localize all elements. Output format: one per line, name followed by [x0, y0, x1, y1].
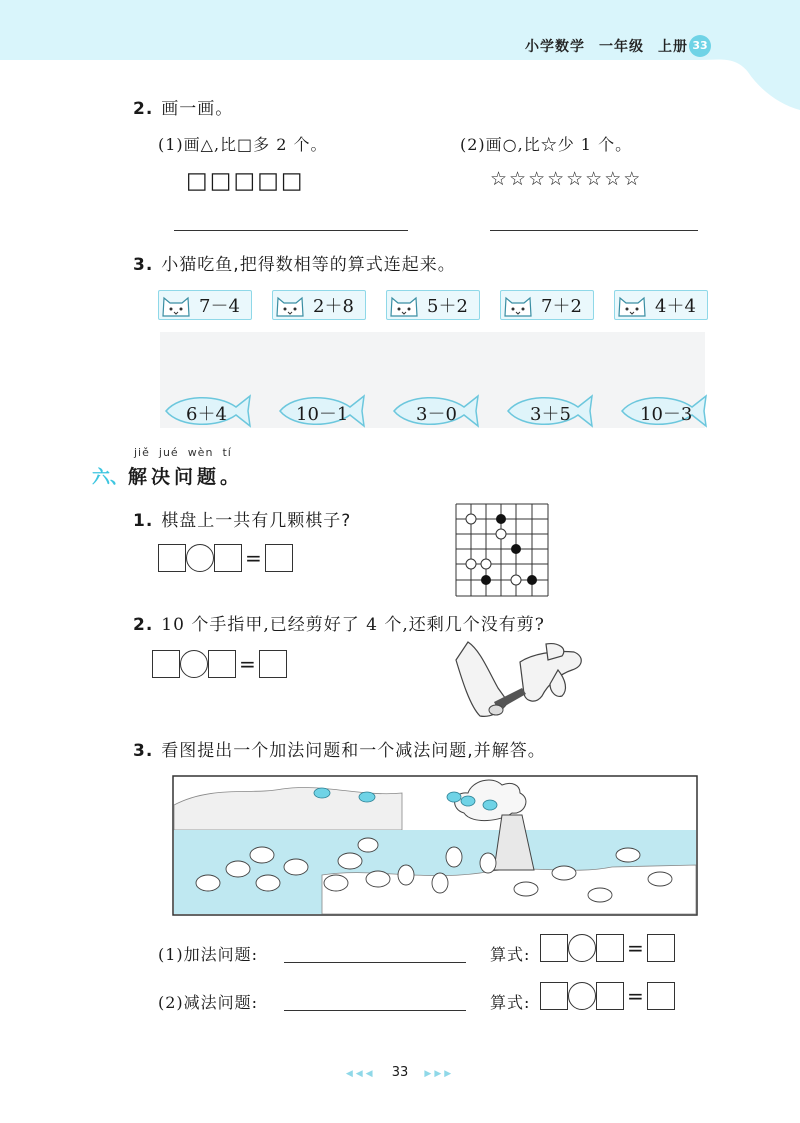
p1-title: 1. 棋盘上一共有几颗棋子? [133, 511, 352, 531]
answer-box[interactable] [265, 544, 293, 572]
q2-part2-label: (2)画○,比☆少 1 个。 [460, 135, 633, 154]
page-footer [0, 1065, 800, 1080]
q2-answer-line-1[interactable] [174, 230, 408, 231]
answer-box[interactable] [647, 934, 675, 962]
section-number: 六、 [92, 467, 128, 488]
cat-expr-5: 4＋4 [655, 296, 696, 317]
p3-add-formula-label: 算式: [490, 945, 531, 964]
hand-clipper-icon [450, 640, 590, 726]
q2-answer-line-2[interactable] [490, 230, 698, 231]
p3-sub-formula-boxes[interactable]: = [540, 982, 675, 1010]
section-pinyin: jiě jué wèn tí [134, 446, 232, 459]
cat-card-5[interactable] [614, 290, 708, 320]
operator-circle[interactable] [180, 650, 208, 678]
cat-expr-2: 2＋8 [313, 296, 354, 317]
q2-title: 2. 画一画。 [133, 99, 234, 119]
cat-card-2[interactable] [272, 290, 366, 320]
q2-stars: ☆☆☆☆☆☆☆☆ [490, 168, 643, 190]
p3-sub-label: (2)减法问题: [158, 993, 259, 1012]
header-title: 小学数学 一年级 上册 [525, 39, 688, 55]
answer-box[interactable] [152, 650, 180, 678]
answer-box[interactable] [540, 982, 568, 1010]
cat-face-icon [159, 291, 193, 319]
answer-box[interactable] [647, 982, 675, 1010]
cat-expr-3: 5＋2 [427, 296, 468, 317]
cat-face-icon [273, 291, 307, 319]
fish-expr-5[interactable]: 10－3 [640, 404, 693, 425]
page-badge: 33 [689, 35, 711, 57]
answer-box[interactable] [596, 934, 624, 962]
cat-face-icon [615, 291, 649, 319]
right-arrows-icon: ▶▶▶ [424, 1069, 455, 1079]
p3-sub-formula-label: 算式: [490, 993, 531, 1012]
answer-box[interactable] [259, 650, 287, 678]
answer-box[interactable] [158, 544, 186, 572]
q2-squares: □□□□□ [186, 168, 305, 194]
p3-add-formula-boxes[interactable]: = [540, 934, 675, 962]
p2-title: 2. 10 个手指甲,已经剪好了 4 个,还剩几个没有剪? [133, 615, 545, 635]
section-heading [92, 462, 243, 489]
operator-circle[interactable] [186, 544, 214, 572]
cat-face-icon [387, 291, 421, 319]
answer-box[interactable] [208, 650, 236, 678]
cat-card-1[interactable] [158, 290, 252, 320]
q2-part1-label: (1)画△,比□多 2 个。 [158, 135, 328, 154]
p1-answer-boxes[interactable]: = [158, 544, 293, 572]
answer-box[interactable] [596, 982, 624, 1010]
cat-card-4[interactable] [500, 290, 594, 320]
p3-sub-answer-line[interactable] [284, 1010, 466, 1011]
section-title: 解决问题。 [128, 466, 244, 488]
cat-expr-4: 7＋2 [541, 296, 582, 317]
p2-answer-boxes[interactable]: = [152, 650, 287, 678]
cat-card-3[interactable] [386, 290, 480, 320]
p3-title: 3. 看图提出一个加法问题和一个减法问题,并解答。 [133, 741, 546, 761]
cat-expr-1: 7－4 [199, 296, 240, 317]
q3-title: 3. 小猫吃鱼,把得数相等的算式连起来。 [133, 255, 456, 275]
page-number: 33 [391, 1065, 409, 1080]
fish-expr-3[interactable]: 3－0 [416, 404, 457, 425]
answer-box[interactable] [540, 934, 568, 962]
operator-circle[interactable] [568, 982, 596, 1010]
p3-add-answer-line[interactable] [284, 962, 466, 963]
fish-expr-2[interactable]: 10－1 [296, 404, 349, 425]
p3-add-label: (1)加法问题: [158, 945, 259, 964]
left-arrows-icon: ◀◀◀ [345, 1069, 376, 1079]
answer-box[interactable] [214, 544, 242, 572]
go-board-image [454, 502, 550, 598]
park-scene-image [172, 775, 698, 916]
fish-expr-1[interactable]: 6＋4 [186, 404, 227, 425]
operator-circle[interactable] [568, 934, 596, 962]
fish-expr-4[interactable]: 3＋5 [530, 404, 571, 425]
cat-face-icon [501, 291, 535, 319]
